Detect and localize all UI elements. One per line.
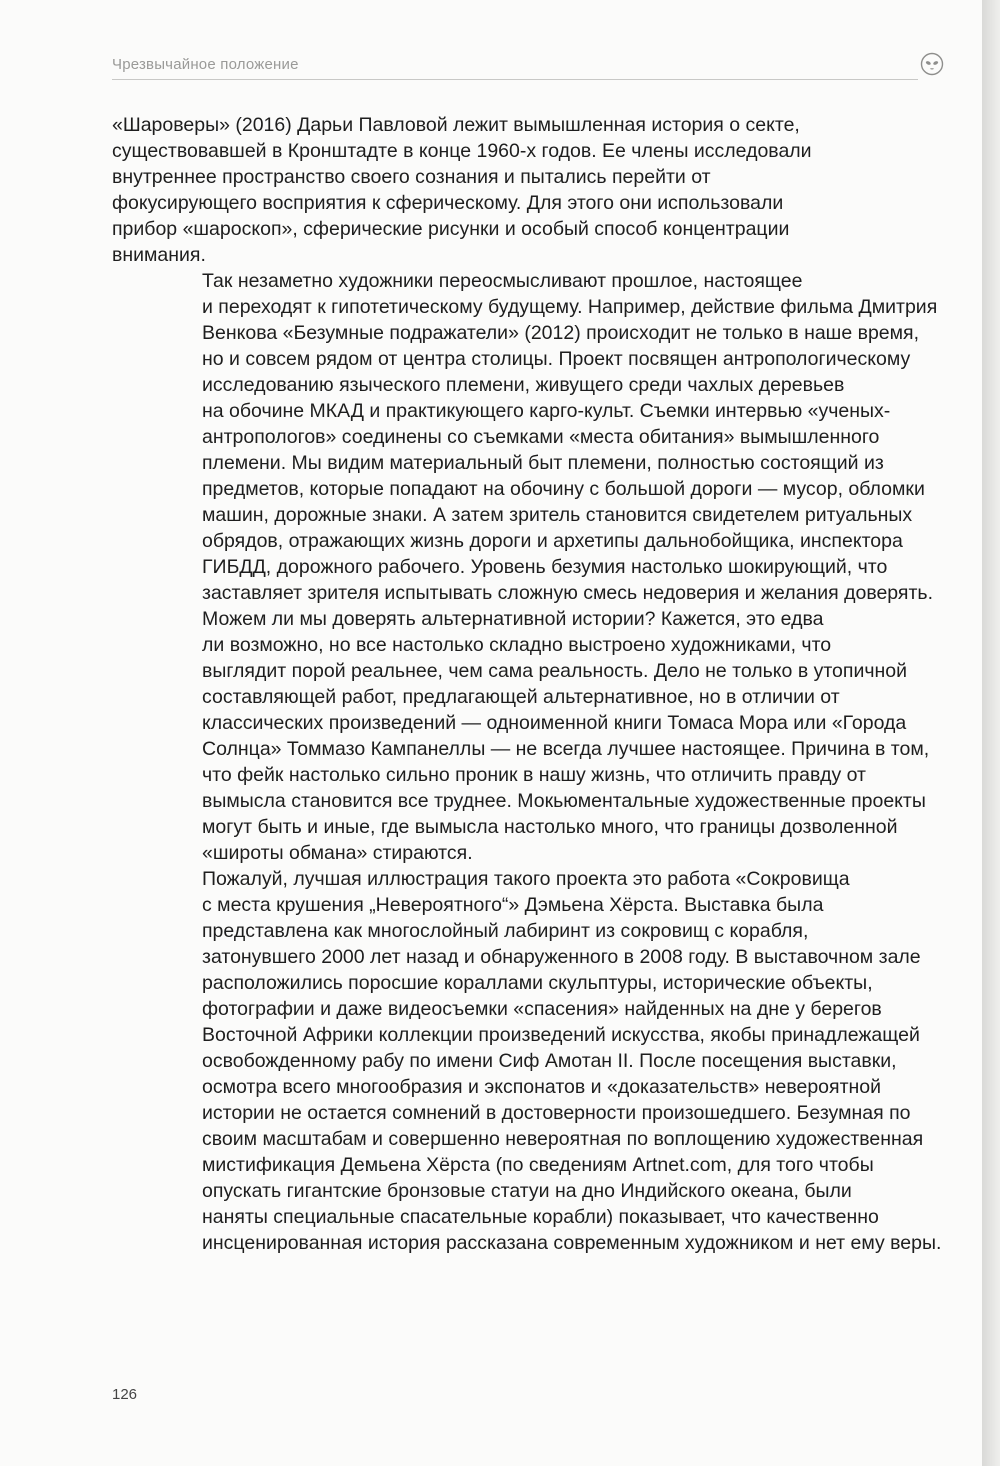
- text-line: истории не остается сомнений в достоверности произошедшего. Безумная по: [202, 1102, 911, 1124]
- text-line: «Шароверы» (2016) Дарьи Павловой лежит вымышленная история о секте,: [112, 114, 800, 136]
- page-edge: [982, 0, 1000, 1466]
- text-line: ли возможно, но все настолько складно выстроено художниками, что: [202, 634, 832, 656]
- text-line: прибор «шароскоп», сферические рисунки и особый способ концентрации: [112, 218, 790, 240]
- text-line: классических произведений — одноименной книги Томаса Мора или «Города: [202, 712, 907, 734]
- text-line: представлена как многослойный лабиринт из сокровищ с корабля,: [202, 920, 809, 942]
- text-line: фотографии и даже видеосъемки «спасения» найденных на дне у берегов: [202, 998, 882, 1020]
- text-line: племени. Мы видим материальный быт племени, полностью состоящий из: [202, 452, 884, 474]
- page-number: 126: [112, 1386, 138, 1403]
- text-line: «широты обмана» стираются.: [202, 842, 473, 864]
- text-line: вымысла становится все труднее. Мокьюментальные художественные проекты: [202, 790, 926, 812]
- text-line: Восточной Африки коллекции произведений искусства, якобы принадлежащей: [202, 1024, 920, 1046]
- text-line: Солнца» Томмазо Кампанеллы — не всегда лучшее настоящее. Причина в том,: [202, 738, 930, 760]
- text-line: антропологов» соединены со съемками «места обитания» вымышленного: [202, 426, 880, 448]
- text-line: и переходят к гипотетическому будущему. Например, действие фильма Дмитрия: [202, 296, 938, 318]
- text-line: что фейк настолько сильно проник в нашу жизнь, что отличить правду от: [202, 764, 866, 786]
- text-line: Венкова «Безумные подражатели» (2012) происходит не только в наше время,: [202, 322, 920, 344]
- text-line: фокусирующего восприятия к сферическому. Для этого они использовали: [112, 192, 784, 214]
- text-line: мистификация Демьена Хёрста (по сведениям Artnet.com, для того чтобы: [202, 1154, 874, 1176]
- text-line: опускать гигантские бронзовые статуи на дно Индийского океана, были: [202, 1180, 852, 1202]
- text-line: инсценированная история рассказана современным художником и нет ему веры.: [202, 1232, 942, 1254]
- text-line: могут быть и иные, где вымысла настолько много, что границы дозволенной: [202, 816, 898, 838]
- text-line: Можем ли мы доверять альтернативной истории? Кажется, это едва: [202, 608, 824, 630]
- text-line: внутреннее пространство своего сознания и пытались перейти от: [112, 166, 711, 188]
- text-line: обрядов, отражающих жизнь дороги и архетипы дальнобойщика, инспектора: [202, 530, 903, 552]
- text-line: выглядит порой реальнее, чем сама реальность. Дело не только в утопичной: [202, 660, 908, 682]
- text-line: Пожалуй, лучшая иллюстрация такого проекта это работа «Сокровища: [202, 868, 850, 890]
- text-line: наняты специальные спасательные корабли) показывает, что качественно: [202, 1206, 879, 1228]
- text-line: составляющей работ, предлагающей альтернативное, но в отличии от: [202, 686, 840, 708]
- paragraph: [112, 112, 912, 268]
- paragraph: [112, 268, 938, 866]
- alien-face-icon: [920, 52, 944, 76]
- paragraph: [112, 866, 942, 1256]
- text-line: с места крушения „Невероятного“» Дэмьена Хёрста. Выставка была: [202, 894, 824, 916]
- text-line: расположились поросшие кораллами скульптуры, исторические объекты,: [202, 972, 873, 994]
- text-line: заставляет зрителя испытывать сложную смесь недоверия и желания доверять.: [202, 582, 933, 604]
- text-line: на обочине МКАД и практикующего карго-культ. Съемки интервью «ученых-: [202, 400, 891, 422]
- text-line: затонувшего 2000 лет назад и обнаруженного в 2008 году. В выставочном зале: [202, 946, 921, 968]
- text-line: освобожденному рабу по имени Сиф Амотан II. После посещения выставки,: [202, 1050, 897, 1072]
- text-line: своим масштабам и совершенно невероятная по воплощению художественная: [202, 1128, 924, 1150]
- header-rule: [112, 79, 918, 80]
- text-line: но и совсем рядом от центра столицы. Проект посвящен антропологическому: [202, 348, 911, 370]
- text-line: осмотра всего многообразия и экспонатов и «доказательств» невероятной: [202, 1076, 882, 1098]
- text-line: Так незаметно художники переосмысливают прошлое, настоящее: [202, 270, 803, 292]
- text-line: ГИБДД, дорожного рабочего. Уровень безумия настолько шокирующий, что: [202, 556, 888, 578]
- text-line: внимания.: [112, 244, 206, 266]
- text-line: предметов, которые попадают на обочину с большой дороги — мусор, обломки: [202, 478, 925, 500]
- body-text: [112, 112, 942, 1256]
- text-line: существовавшей в Кронштадте в конце 1960-х годов. Ее члены исследовали: [112, 140, 812, 162]
- running-header: Чрезвычайное положение: [112, 56, 299, 73]
- text-line: машин, дорожные знаки. А затем зритель становится свидетелем ритуальных: [202, 504, 913, 526]
- text-line: исследованию языческого племени, живущего среди чахлых деревьев: [202, 374, 845, 396]
